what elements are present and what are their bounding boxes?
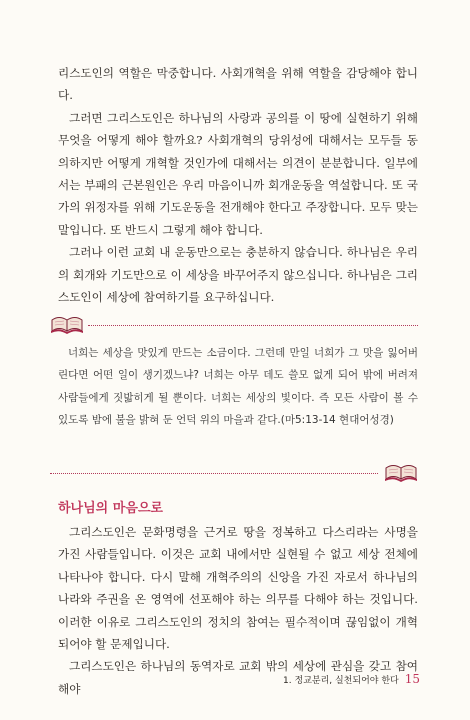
body-text-block-1 (58, 62, 418, 308)
paragraph: 그러면 그리스도인은 하나님의 사랑과 공의를 이 땅에 실현하기 위해 무엇을 어떻게 해야 할까요? 사회개혁의 당위성에 대해서는 모두들 동의하지만 어떻게 개혁할 것인가에 대해서는 의견이 분분합니다. 일부에서는 부패의 근본원인은 우리 마음이니까 회개운동을 역설합니다. 또 국가의 위정자를 위해 기도운동을 전개해야 한다고 주장합니다. 모두 맞는 말입니다. 또 반드시 그렇게 해야 합니다. (58, 110, 418, 237)
quote-divider-top (50, 316, 418, 336)
open-book-icon (384, 460, 418, 482)
quote-divider-bottom (50, 464, 418, 484)
paragraph: 그러나 이런 교회 내 운동만으로는 충분하지 않습니다. 하나님은 우리의 회개와 기도만으로 이 세상을 바꾸어주지 않으십니다. 하나님은 그리스도인이 세상에 참여하기를 요구하십니다. (58, 245, 418, 305)
section-heading: 하나님의 마음으로 (58, 501, 163, 516)
paragraph: 그리스도인은 문화명령을 근거로 땅을 정복하고 다스리라는 사명을 가진 사람들입니다. 이것은 교회 내에서만 실현될 수 없고 세상 전체에 나타나야 합니다. 다시 말해 개혁주의의 신앙을 가진 자로서 하나님의 나라와 주권을 온 영역에 선포해야 하는 의무를 다해야 하는 것입니다. 이러한 이유로 그리스도인의 정치의 참여는 필수적이며 끊임없이 개혁되어야 할 문제입니다. (58, 525, 418, 652)
dotted-rule (50, 473, 378, 474)
open-book-icon (50, 312, 84, 334)
quote-text: 너희는 세상을 맛있게 만드는 소금이다. 그런데 만일 너희가 그 맛을 잃어버린다면 어떤 일이 생기겠느냐? 너희는 아무 데도 쓸모 없게 되어 밖에 버려져 사람들에게 짓밟히게 될 뿐이다. 너희는 세상의 빛이다. 즉 모든 사람이 볼 수 있도록 밤에 불을 밝혀 둔 언덕 위의 마을과 같다.(마5:13-14 현대어성경) (58, 347, 418, 427)
page-footer (283, 672, 420, 686)
dotted-rule (88, 325, 418, 326)
page-number: 15 (404, 672, 420, 686)
paragraph: 리스도인의 역할은 막중합니다. 사회개혁을 위해 역할을 감당해야 합니다. (58, 66, 418, 103)
paragraph: 그리스도인은 하나님의 동역자로 교회 밖의 세상에 관심을 갖고 참여해야 (58, 659, 418, 696)
chapter-title: 1. 정교분리, 실천되어야 한다 (283, 676, 399, 686)
scripture-quote (58, 342, 418, 432)
